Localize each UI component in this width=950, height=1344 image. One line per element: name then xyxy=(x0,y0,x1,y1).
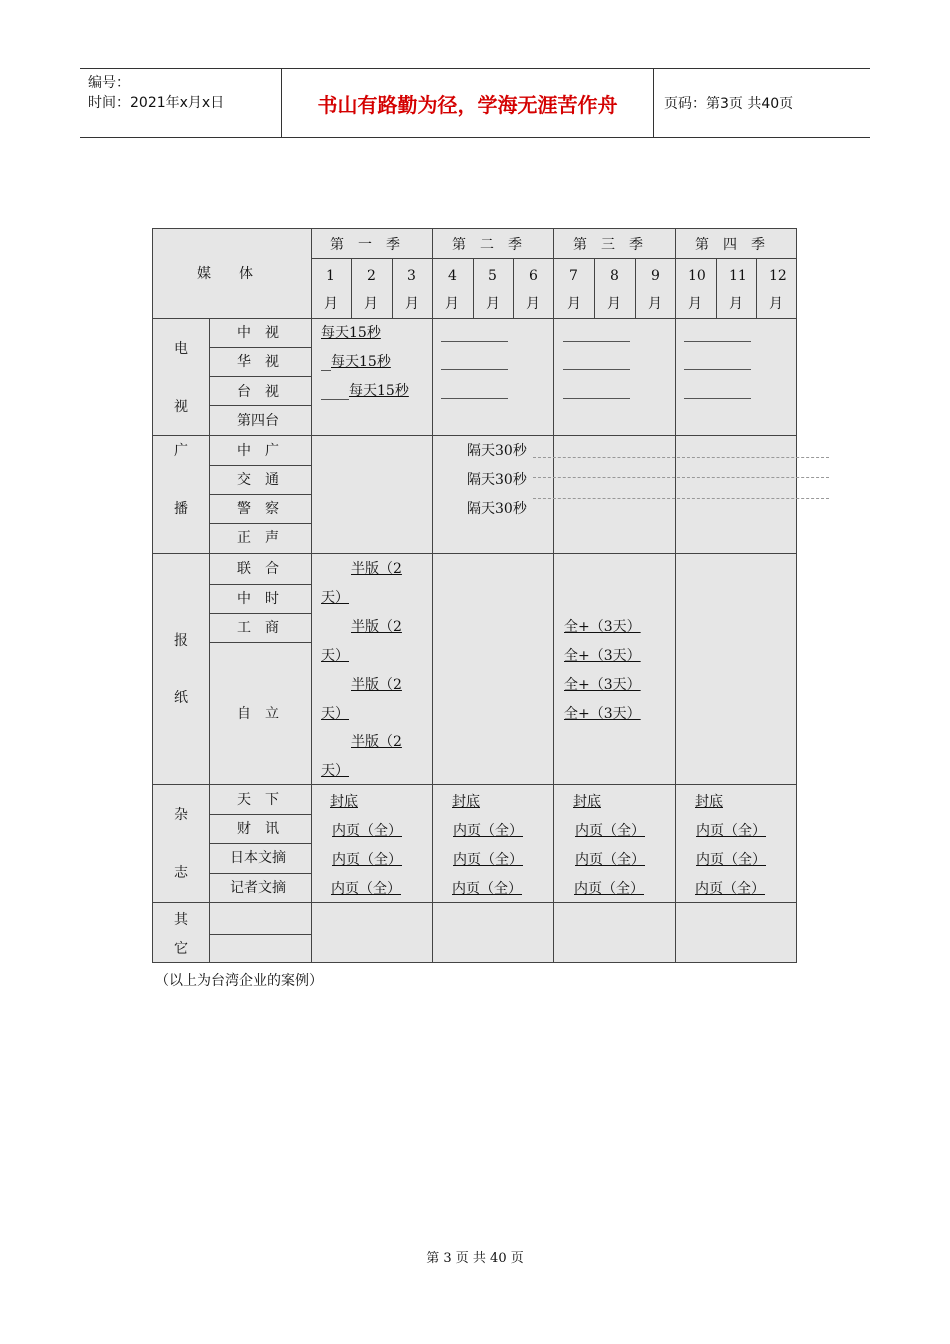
schedule-cell: 封底 xyxy=(573,794,601,810)
outlet-label: 日本文摘 xyxy=(230,850,286,866)
schedule-underline xyxy=(321,370,331,371)
month-number: 6 xyxy=(529,268,538,284)
schedule-cell: 内页（全） xyxy=(332,852,402,868)
month-divider xyxy=(351,258,352,318)
col-divider xyxy=(432,229,433,963)
schedule-cell: 全+（3天） xyxy=(564,619,641,635)
schedule-underline xyxy=(321,399,349,400)
schedule-cell: 内页（全） xyxy=(695,881,765,897)
row-divider xyxy=(153,784,796,785)
page-footer: 第 3 页 共 40 页 xyxy=(426,1251,524,1266)
row-divider xyxy=(153,318,796,319)
month-number: 12 xyxy=(769,268,787,284)
row-divider xyxy=(153,553,796,554)
month-unit: 月 xyxy=(526,296,540,312)
month-divider xyxy=(473,258,474,318)
schedule-cell: 内页（全） xyxy=(332,823,402,839)
schedule-cell: 内页（全） xyxy=(453,823,523,839)
schedule-cell: 封底 xyxy=(695,794,723,810)
outlet-divider xyxy=(209,843,311,844)
outlet-divider xyxy=(209,934,311,935)
dashed-leader xyxy=(533,457,829,458)
outlet-label: 联 合 xyxy=(237,561,279,577)
schedule-cell: 全+（3天） xyxy=(564,648,641,664)
header-divider xyxy=(653,69,654,137)
outlet-label: 台 视 xyxy=(237,384,279,400)
schedule-cell: 隔天30秒 xyxy=(467,443,527,459)
col-divider xyxy=(553,229,554,963)
header-page-label: 页码：第3页 共40页 xyxy=(664,96,794,112)
dashed-leader xyxy=(533,477,829,478)
month-number: 10 xyxy=(688,268,706,284)
outlet-label: 华 视 xyxy=(237,354,279,370)
outlet-label: 交 通 xyxy=(237,472,279,488)
outlet-label: 天 下 xyxy=(237,792,279,808)
schedule-underline xyxy=(441,341,508,342)
header-motto: 书山有路勤为径，学海无涯苦作舟 xyxy=(317,92,618,117)
schedule-cell: 半版（2 xyxy=(351,561,402,577)
doc-time-label: 时间：2021年x月x日 xyxy=(88,95,225,111)
schedule-underline xyxy=(684,398,751,399)
schedule-cell: 半版（2 xyxy=(351,619,402,635)
schedule-underline xyxy=(684,341,751,342)
category-magazine: 杂 xyxy=(174,807,188,823)
category-newspaper: 纸 xyxy=(174,690,188,706)
month-number: 8 xyxy=(610,268,619,284)
month-number: 4 xyxy=(448,268,457,284)
category-other: 其 xyxy=(174,912,188,928)
category-radio: 播 xyxy=(174,501,188,517)
month-unit: 月 xyxy=(445,296,459,312)
quarter-1-header: 第 一 季 xyxy=(330,237,400,253)
schedule-underline xyxy=(563,369,630,370)
schedule-cell: 每天15秒 xyxy=(349,383,409,399)
schedule-underline xyxy=(563,398,630,399)
outlet-divider xyxy=(209,523,311,524)
schedule-cell: 内页（全） xyxy=(575,823,645,839)
outlet-divider xyxy=(209,873,311,874)
col-divider xyxy=(209,318,210,963)
outlet-divider xyxy=(209,494,311,495)
month-unit: 月 xyxy=(729,296,743,312)
outlet-label: 自 立 xyxy=(237,706,279,722)
doc-number-label: 编号： xyxy=(88,75,130,91)
month-number: 3 xyxy=(407,268,416,284)
media-schedule-table xyxy=(152,228,797,963)
outlet-label: 中 时 xyxy=(237,591,279,607)
month-unit: 月 xyxy=(648,296,662,312)
schedule-cell: 封底 xyxy=(330,794,358,810)
schedule-underline xyxy=(441,369,508,370)
quarter-4-header: 第 四 季 xyxy=(695,237,765,253)
category-other: 它 xyxy=(174,941,188,957)
outlet-label: 工 商 xyxy=(237,620,279,636)
schedule-underline xyxy=(563,341,630,342)
schedule-cell: 半版（2 xyxy=(351,734,402,750)
outlet-divider xyxy=(209,584,311,585)
month-divider xyxy=(594,258,595,318)
schedule-cell: 内页（全） xyxy=(452,881,522,897)
month-divider xyxy=(756,258,757,318)
outlet-label: 正 声 xyxy=(237,530,279,546)
month-number: 11 xyxy=(729,268,747,284)
table-note: （以上为台湾企业的案例） xyxy=(155,973,323,989)
outlet-label: 记者文摘 xyxy=(230,880,286,896)
month-unit: 月 xyxy=(567,296,581,312)
schedule-cell: 隔天30秒 xyxy=(467,501,527,517)
schedule-cell: 半版（2 xyxy=(351,677,402,693)
schedule-cell: 天） xyxy=(321,590,349,606)
month-divider xyxy=(392,258,393,318)
schedule-cell: 天） xyxy=(321,763,349,779)
schedule-underline xyxy=(684,369,751,370)
outlet-divider xyxy=(209,465,311,466)
schedule-cell: 隔天30秒 xyxy=(467,472,527,488)
category-newspaper: 报 xyxy=(174,633,188,649)
outlet-label: 中 视 xyxy=(237,325,279,341)
category-magazine: 志 xyxy=(174,865,188,881)
month-unit: 月 xyxy=(486,296,500,312)
schedule-cell: 内页（全） xyxy=(331,881,401,897)
schedule-cell: 每天15秒 xyxy=(321,325,381,341)
outlet-label: 中 广 xyxy=(237,443,279,459)
schedule-cell: 内页（全） xyxy=(696,823,766,839)
outlet-label: 第四台 xyxy=(237,413,279,429)
row-divider xyxy=(153,435,796,436)
schedule-underline xyxy=(441,398,508,399)
schedule-cell: 每天15秒 xyxy=(331,354,391,370)
schedule-cell: 天） xyxy=(321,706,349,722)
quarter-2-header: 第 二 季 xyxy=(452,237,522,253)
outlet-label: 警 察 xyxy=(237,501,279,517)
month-unit: 月 xyxy=(364,296,378,312)
page-header xyxy=(80,68,870,138)
col-divider xyxy=(311,229,312,963)
month-divider xyxy=(716,258,717,318)
month-unit: 月 xyxy=(607,296,621,312)
outlet-divider xyxy=(209,814,311,815)
month-unit: 月 xyxy=(405,296,419,312)
month-number: 9 xyxy=(651,268,660,284)
header-meta xyxy=(88,73,224,113)
month-unit: 月 xyxy=(769,296,783,312)
month-divider xyxy=(635,258,636,318)
media-header: 媒 体 xyxy=(197,266,253,282)
month-unit: 月 xyxy=(324,296,338,312)
category-tv: 电 xyxy=(174,341,188,357)
category-tv: 视 xyxy=(174,399,188,415)
outlet-label: 财 讯 xyxy=(237,821,279,837)
quarter-3-header: 第 三 季 xyxy=(573,237,643,253)
col-divider xyxy=(675,229,676,963)
month-number: 5 xyxy=(488,268,497,284)
outlet-divider xyxy=(209,376,311,377)
outlet-divider xyxy=(209,642,311,643)
month-divider xyxy=(513,258,514,318)
month-unit: 月 xyxy=(688,296,702,312)
category-radio: 广 xyxy=(174,443,188,459)
month-number: 2 xyxy=(367,268,376,284)
schedule-cell: 内页（全） xyxy=(696,852,766,868)
outlet-divider xyxy=(209,613,311,614)
schedule-cell: 天） xyxy=(321,648,349,664)
schedule-cell: 封底 xyxy=(452,794,480,810)
outlet-divider xyxy=(209,405,311,406)
schedule-cell: 内页（全） xyxy=(574,881,644,897)
month-number: 1 xyxy=(326,268,335,284)
dashed-leader xyxy=(533,498,829,499)
schedule-cell: 内页（全） xyxy=(453,852,523,868)
schedule-cell: 全+（3天） xyxy=(564,706,641,722)
schedule-cell: 内页（全） xyxy=(575,852,645,868)
month-number: 7 xyxy=(569,268,578,284)
schedule-cell: 全+（3天） xyxy=(564,677,641,693)
row-divider xyxy=(153,902,796,903)
outlet-divider xyxy=(209,347,311,348)
